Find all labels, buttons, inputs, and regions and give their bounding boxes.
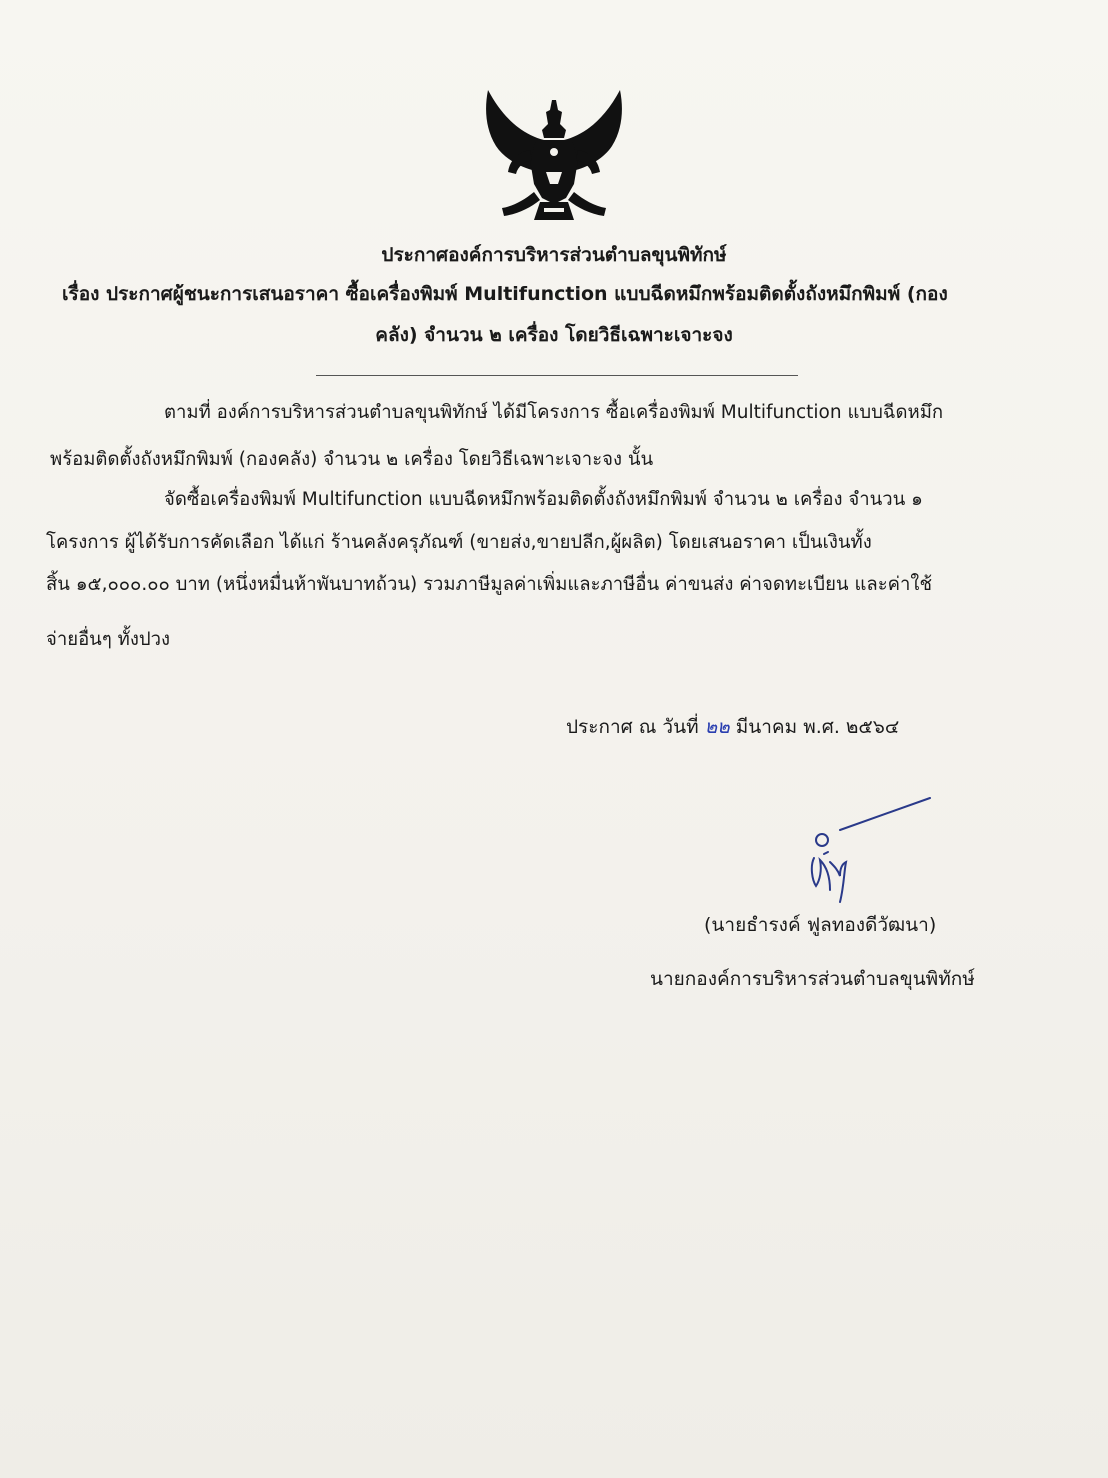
announcement-date-suffix: มีนาคม พ.ศ. ๒๕๖๔	[729, 716, 900, 738]
paragraph-2-line-1: จัดซื้อเครื่องพิมพ์ Multifunction แบบฉีดหมึกพร้อมติดตั้งถังหมึกพิมพ์ จำนวน ๒ เครื่อง จำนวน ๑	[164, 489, 923, 510]
announcement-date-prefix: ประกาศ ณ วันที่	[566, 716, 705, 738]
signer-name: (นายธำรงค์ ฟูลทองดีวัฒนา)	[704, 914, 937, 936]
paragraph-2-line-3: สิ้น ๑๕,๐๐๐.๐๐ บาท (หนึ่งหมื่นห้าพันบาทถ้วน) รวมภาษีมูลค่าเพิ่มและภาษีอื่น ค่าขนส่ง ค่าจดทะเบียน และค่าใช้	[46, 574, 932, 595]
subject-line-1: เรื่อง ประกาศผู้ชนะการเสนอราคา ซื้อเครื่องพิมพ์ Multifunction แบบฉีดหมึกพร้อมติดตั้งถังหมึกพิมพ์ (กอง	[62, 283, 948, 305]
signer-position: นายกองค์การบริหารส่วนตำบลขุนพิทักษ์	[650, 968, 975, 990]
document-title: ประกาศองค์การบริหารส่วนตำบลขุนพิทักษ์	[381, 244, 727, 266]
title-divider	[316, 375, 798, 376]
announcement-date	[566, 712, 899, 742]
subject-line-2: คลัง) จำนวน ๒ เครื่อง โดยวิธีเฉพาะเจาะจง	[375, 324, 733, 346]
paragraph-2-line-4: จ่ายอื่นๆ ทั้งปวง	[46, 629, 171, 650]
paragraph-1-line-1: ตามที่ องค์การบริหารส่วนตำบลขุนพิทักษ์ ได้มีโครงการ ซื้อเครื่องพิมพ์ Multifunction แบบฉีดหมึก	[164, 402, 944, 423]
paragraph-1-line-2: พร้อมติดตั้งถังหมึกพิมพ์ (กองคลัง) จำนวน ๒ เครื่อง โดยวิธีเฉพาะเจาะจง นั้น	[50, 449, 654, 470]
paragraph-2-line-2: โครงการ ผู้ได้รับการคัดเลือก ได้แก่ ร้านคลังครุภัณฑ์ (ขายส่ง,ขายปลีก,ผู้ผลิต) โดยเสนอราคา เป็นเงินทั้ง	[46, 532, 872, 553]
signature-icon	[800, 796, 940, 906]
announcement-date-day: ๒๒	[704, 716, 730, 738]
garuda-emblem-icon	[474, 80, 634, 230]
